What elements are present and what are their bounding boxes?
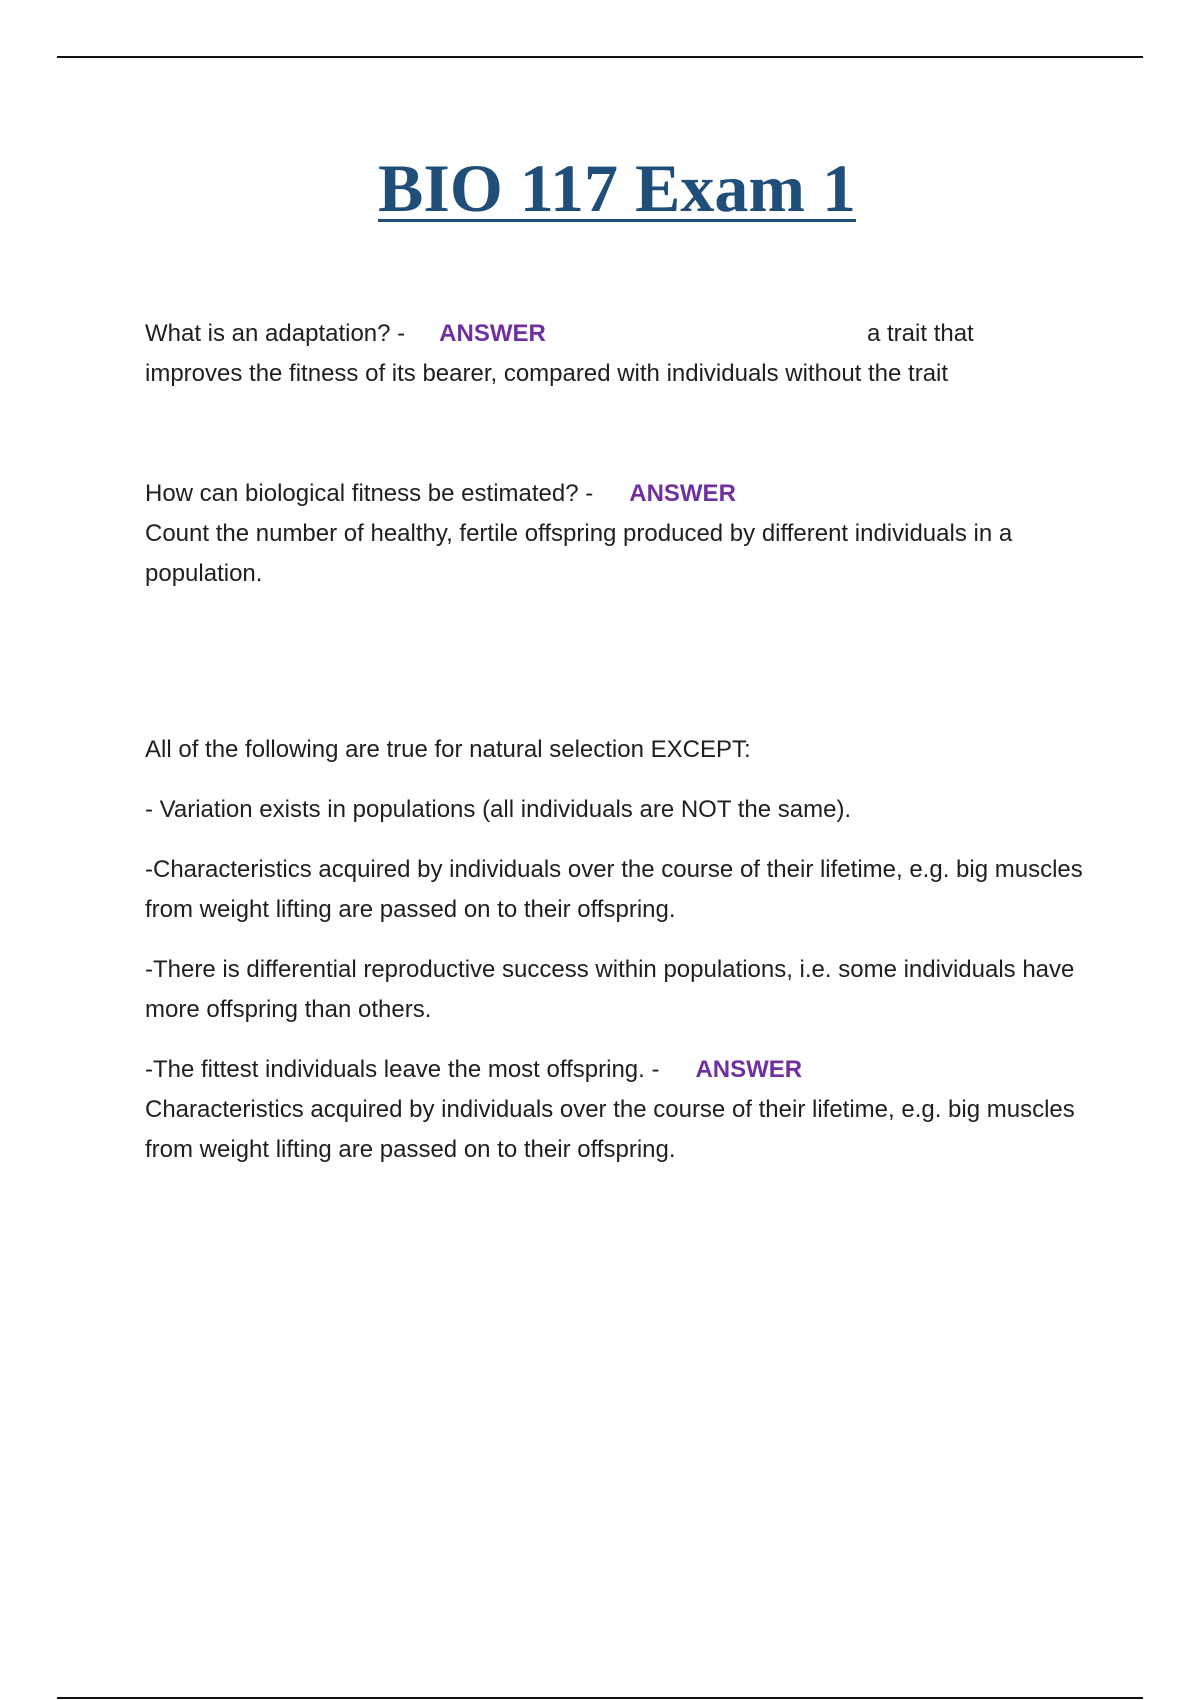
question-block-adaptation xyxy=(145,314,1095,394)
answer-label: ANSWER xyxy=(629,480,736,507)
question-text: All of the following are true for natural selection EXCEPT: xyxy=(145,736,751,763)
option-fittest-text: -The fittest individuals leave the most offspring. - xyxy=(145,1056,660,1083)
answer-text: Characteristics acquired by individuals over the course of their lifetime, e.g. big muscles from weight lifting are passed on to their offspring. xyxy=(145,1096,1075,1163)
question-text: How can biological fitness be estimated? - xyxy=(145,480,594,507)
question-block-natural-selection xyxy=(145,730,1095,1190)
answer-text: improves the fitness of its bearer, compared with individuals without the trait xyxy=(145,360,949,387)
question-text: What is an adaptation? - xyxy=(145,320,406,347)
answer-label: ANSWER xyxy=(695,1056,803,1083)
answer-label: ANSWER xyxy=(439,320,546,347)
option-variation: - Variation exists in populations (all individuals are NOT the same). xyxy=(145,796,852,823)
option-acquired-characteristics: -Characteristics acquired by individuals over the course of their lifetime, e.g. big muscles from weight lifting are passed on to their offspring. xyxy=(145,856,1083,923)
option-differential-success: -There is differential reproductive success within populations, i.e. some individuals have more offspring than others. xyxy=(145,956,1075,1023)
page-title: BIO 117 Exam 1 xyxy=(378,150,856,226)
top-divider xyxy=(57,56,1143,58)
bottom-divider xyxy=(57,1697,1143,1699)
answer-text-start: a trait that xyxy=(867,320,974,347)
answer-text: Count the number of healthy, fertile offspring produced by different individuals in a population. xyxy=(145,520,1013,587)
option-fittest xyxy=(145,1050,1095,1170)
question-block-fitness xyxy=(145,474,1095,594)
